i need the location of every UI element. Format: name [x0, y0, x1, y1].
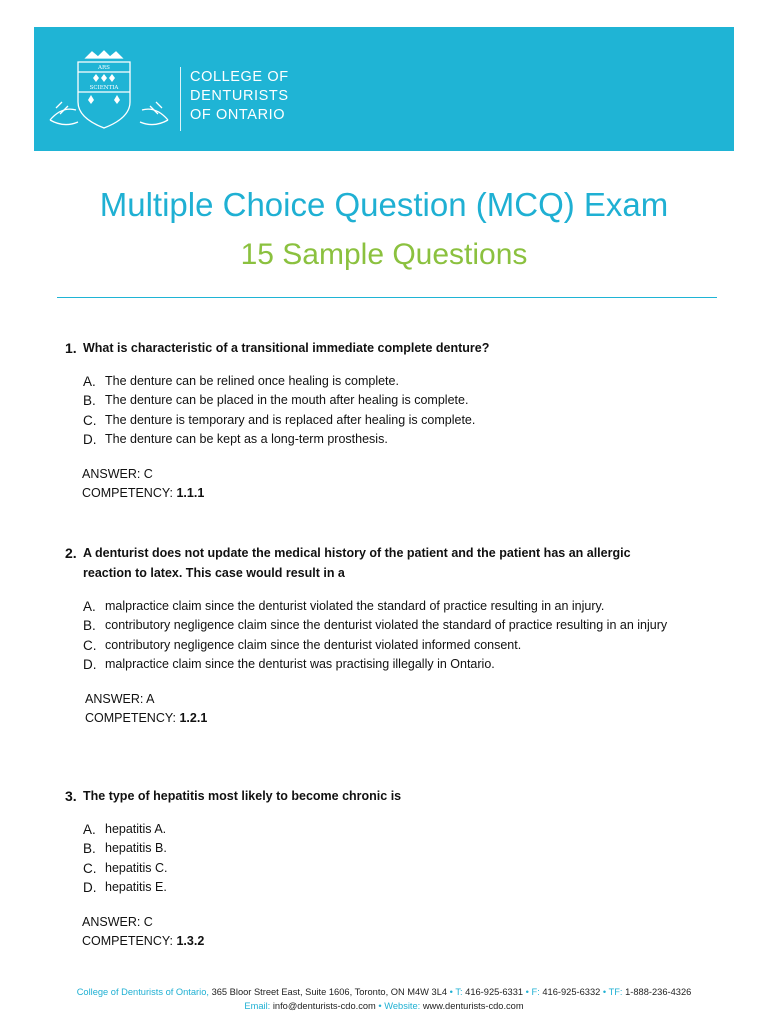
competency-value: 1.2.1 — [179, 711, 208, 726]
option-text: The denture is temporary and is replaced after healing is complete. — [105, 412, 476, 427]
option-letter: A. — [83, 374, 96, 389]
footer-org: College of Denturists of Ontario, — [76, 987, 209, 997]
option-letter: C. — [83, 412, 97, 428]
footer-website-label: Website: — [384, 1001, 421, 1011]
question-2 — [65, 543, 685, 728]
footer-address: 365 Bloor Street East, Suite 1606, Toronto, ON M4W 3L4 — [211, 987, 448, 997]
question-number: 1. — [65, 340, 77, 356]
answer-block — [65, 913, 685, 951]
footer-phone: 416-925-6331 — [465, 987, 524, 997]
footer-separator: • — [525, 987, 529, 997]
crest-text-bottom: SCIENTIA — [89, 85, 119, 91]
option-text: The denture can be kept as a long-term prosthesis. — [105, 431, 388, 446]
college-crest-logo — [48, 48, 170, 134]
option-text: contributory negligence claim since the denturist violated informed consent. — [105, 637, 522, 652]
footer-line-1 — [0, 985, 768, 999]
footer-separator: • — [602, 987, 607, 997]
question-stem — [65, 543, 663, 583]
option-c — [65, 636, 685, 655]
crest-text-top: ARS — [98, 65, 110, 71]
option-letter: C. — [83, 637, 97, 653]
answer-block — [65, 465, 685, 503]
question-stem — [65, 338, 663, 358]
option-text: The denture can be relined once healing is complete. — [105, 374, 399, 388]
footer-fax: 416-925-6332 — [542, 987, 601, 997]
option-text: contributory negligence claim since the denturist violated the standard of practice resulting in an injury — [105, 618, 668, 633]
option-text: hepatitis C. — [105, 860, 168, 875]
option-letter: A. — [83, 822, 96, 837]
option-letter: D. — [83, 656, 97, 672]
footer-email[interactable]: info@denturists-cdo.com — [272, 1001, 376, 1011]
answer-text: ANSWER: C — [82, 915, 153, 930]
option-text: hepatitis E. — [105, 879, 167, 894]
page-title: Multiple Choice Question (MCQ) Exam — [99, 186, 669, 223]
question-stem — [65, 786, 663, 806]
options-list — [65, 597, 685, 674]
answer-text: ANSWER: C — [82, 467, 153, 482]
footer-line-2 — [0, 999, 768, 1013]
question-number: 3. — [65, 788, 77, 804]
option-d — [65, 655, 685, 674]
question-1 — [65, 338, 685, 503]
option-letter: D. — [83, 431, 97, 447]
option-letter: B. — [83, 618, 96, 634]
option-c — [65, 859, 685, 878]
option-text: The denture can be placed in the mouth after healing is complete. — [105, 393, 469, 408]
logo-line-3: OF ONTARIO — [190, 107, 286, 123]
option-d — [65, 878, 685, 897]
competency-value: 1.1.1 — [176, 486, 205, 501]
option-d — [65, 430, 685, 449]
footer-separator: • — [378, 1001, 382, 1011]
footer-tollfree-label: TF: — [608, 987, 623, 997]
option-letter: A. — [83, 599, 96, 614]
option-letter: C. — [83, 860, 97, 876]
question-text: The type of hepatitis most likely to become chronic is — [83, 789, 402, 803]
question-text: What is characteristic of a transitional immediate complete denture? — [83, 341, 490, 355]
question-3 — [65, 786, 685, 951]
footer-email-label: Email: — [244, 1001, 271, 1011]
option-a — [65, 372, 685, 391]
question-text: A denturist does not update the medical history of the patient and the patient has an allergic reaction to latex. This case would result in a — [83, 546, 631, 580]
competency-line — [85, 709, 685, 728]
option-letter: B. — [83, 841, 96, 857]
option-b — [65, 616, 685, 635]
options-list — [65, 820, 685, 897]
answer-text: ANSWER: A — [85, 692, 155, 707]
footer-website[interactable]: www.denturists-cdo.com — [422, 1001, 524, 1011]
footer-fax-label: F: — [531, 987, 540, 997]
competency-value: 1.3.2 — [176, 934, 205, 949]
answer-block — [65, 690, 685, 728]
option-b — [65, 391, 685, 410]
footer-phone-label: T: — [455, 987, 463, 997]
option-text: malpractice claim since the denturist was practising illegally in Ontario. — [105, 656, 495, 671]
option-a — [65, 820, 685, 839]
question-number: 2. — [65, 545, 77, 561]
page-footer — [0, 985, 768, 1013]
competency-label: COMPETENCY: — [85, 711, 176, 726]
competency-label: COMPETENCY: — [82, 934, 173, 949]
title-divider — [57, 297, 717, 298]
logo-line-2: DENTURISTS — [190, 88, 289, 104]
logo-divider — [180, 67, 181, 131]
option-a — [65, 597, 685, 616]
option-text: malpractice claim since the denturist violated the standard of practice resulting in an injury. — [105, 599, 605, 613]
option-text: hepatitis A. — [105, 822, 167, 836]
footer-separator: • — [449, 987, 453, 997]
page-subtitle: 15 Sample Questions — [240, 238, 528, 271]
option-b — [65, 839, 685, 858]
competency-line — [82, 484, 685, 503]
options-list — [65, 372, 685, 449]
competency-label: COMPETENCY: — [82, 486, 173, 501]
option-letter: B. — [83, 393, 96, 409]
competency-line — [82, 932, 685, 951]
footer-tollfree: 1-888-236-4326 — [625, 987, 692, 997]
option-text: hepatitis B. — [105, 841, 167, 856]
logo-line-1: COLLEGE OF — [190, 69, 289, 85]
option-letter: D. — [83, 879, 97, 895]
college-name-logo — [190, 68, 289, 125]
option-c — [65, 411, 685, 430]
